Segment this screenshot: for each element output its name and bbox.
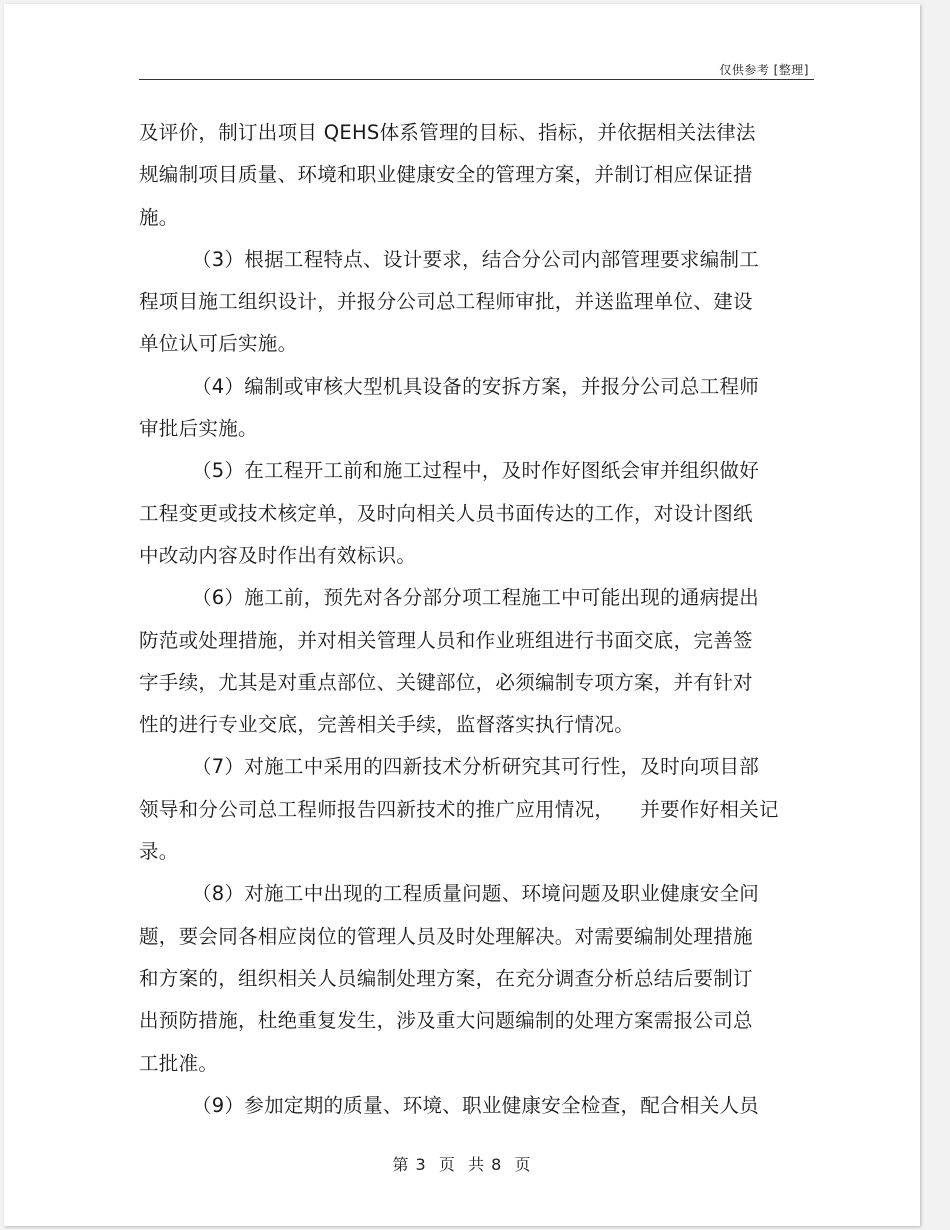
text-line: 施。 [139, 205, 179, 229]
paragraph-start-line: （5）在工程开工前和施工过程中，及时作好图纸会审并组织做好 [192, 459, 760, 483]
text-line: 字手续，尤其是对重点部位、关键部位，必须编制专项方案，并有针对 [139, 670, 753, 694]
paragraph-start-line: （7）对施工中采用的四新技术分析研究其可行性，及时向项目部 [192, 755, 760, 779]
paragraph-start-line: （4）编制或审核大型机具设备的安拆方案，并报分公司总工程师 [192, 374, 760, 398]
text-line: 性的进行专业交底，完善相关手续，监督落实执行情况。 [139, 713, 635, 737]
text-line: 题，要会同各相应岗位的管理人员及时处理解决。对需要编制处理措施 [139, 924, 753, 948]
text-line: 单位认可后实施。 [139, 332, 298, 356]
header-rule [139, 79, 814, 80]
text-line: 规编制项目质量、环境和职业健康安全的管理方案，并制订相应保证措 [139, 163, 753, 187]
text-line: 和方案的，组织相关人员编制处理方案，在充分调查分析总结后要制订 [139, 966, 753, 990]
text-line: 领导和分公司总工程师报告四新技术的推广应用情况， 并要作好相关记 [139, 797, 779, 821]
page-number-footer: 第 3 页 共 8 页 [392, 1155, 532, 1174]
text-line: 工批准。 [139, 1051, 219, 1075]
paragraph-start-line: （8）对施工中出现的工程质量问题、环境问题及职业健康安全问 [192, 882, 760, 906]
text-line: 审批后实施。 [139, 417, 258, 441]
text-line: 程项目施工组织设计，并报分公司总工程师审批，并送监理单位、建设 [139, 290, 753, 314]
paragraph-start-line: （9）参加定期的质量、环境、职业健康安全检查，配合相关人员 [192, 1093, 760, 1117]
text-line: 出预防措施，杜绝重复发生，涉及重大问题编制的处理方案需报公司总 [139, 1009, 753, 1033]
document-page [4, 4, 920, 1226]
text-line: 防范或处理措施，并对相关管理人员和作业班组进行书面交底，完善签 [139, 628, 753, 652]
header-label: 仅供参考 [整理] [719, 63, 809, 77]
text-line: 及评价，制订出项目 QEHS体系管理的目标、指标，并依据相关法律法 [139, 121, 756, 144]
paragraph-start-line: （6）施工前，预先对各分部分项工程施工中可能出现的通病提出 [192, 586, 760, 610]
text-line: 录。 [139, 840, 179, 864]
text-line: 工程变更或技术核定单，及时向相关人员书面传达的工作，对设计图纸 [139, 501, 753, 525]
paragraph-start-line: （3）根据工程特点、设计要求，结合分公司内部管理要求编制工 [192, 247, 760, 271]
document-body [139, 112, 809, 1127]
text-line: 中改动内容及时作出有效标识。 [139, 543, 417, 567]
